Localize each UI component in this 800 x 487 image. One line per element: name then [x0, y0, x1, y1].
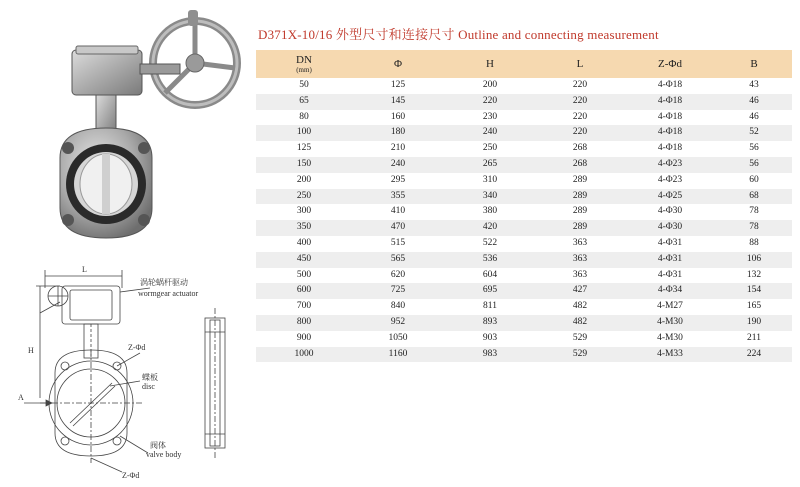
table-cell: 46 — [716, 110, 792, 126]
table-row — [256, 173, 792, 189]
column-header-label: Z-Φd — [658, 58, 682, 70]
table-cell: 363 — [536, 236, 624, 252]
table-cell: 450 — [256, 252, 352, 268]
table-cell: 1160 — [352, 347, 444, 363]
table-cell: 211 — [716, 331, 792, 347]
table-row — [256, 347, 792, 363]
table-cell: 310 — [444, 173, 536, 189]
table-cell: 1000 — [256, 347, 352, 363]
column-header — [536, 50, 624, 78]
table-cell: 106 — [716, 252, 792, 268]
table-cell: 200 — [444, 78, 536, 94]
table-cell: 4-Φ31 — [624, 268, 716, 284]
table-cell: 265 — [444, 157, 536, 173]
table-cell: 289 — [536, 220, 624, 236]
table-row — [256, 283, 792, 299]
table-cell: 145 — [352, 94, 444, 110]
column-header-label: Φ — [393, 58, 403, 70]
table-cell: 80 — [256, 110, 352, 126]
table-cell: 56 — [716, 141, 792, 157]
table-cell: 295 — [352, 173, 444, 189]
table-cell: 427 — [536, 283, 624, 299]
svg-text:Z-Φd: Z-Φd — [128, 343, 146, 352]
table-cell: 350 — [256, 220, 352, 236]
column-header-unit: (mm) — [296, 66, 312, 74]
table-cell: 289 — [536, 204, 624, 220]
table-cell: 565 — [352, 252, 444, 268]
table-row — [256, 236, 792, 252]
table-row — [256, 94, 792, 110]
table-cell: 150 — [256, 157, 352, 173]
column-header-label: B — [750, 58, 758, 70]
table-cell: 725 — [352, 283, 444, 299]
table-cell: 220 — [444, 94, 536, 110]
table-cell: 210 — [352, 141, 444, 157]
table-cell: 4-Φ18 — [624, 110, 716, 126]
handwheel-icon — [153, 10, 237, 105]
table-cell: 268 — [536, 157, 624, 173]
table-cell: 1050 — [352, 331, 444, 347]
table-cell: 529 — [536, 331, 624, 347]
table-cell: 224 — [716, 347, 792, 363]
drawing-body — [40, 350, 142, 463]
table-cell: 363 — [536, 268, 624, 284]
table-cell: 78 — [716, 220, 792, 236]
table-cell: 4-Φ18 — [624, 141, 716, 157]
column-header-label: H — [486, 58, 494, 70]
table-cell: 125 — [256, 141, 352, 157]
table-cell: 363 — [536, 252, 624, 268]
table-cell: 250 — [444, 141, 536, 157]
table-row — [256, 268, 792, 284]
svg-text:Z-Φd: Z-Φd — [122, 471, 140, 480]
table-cell: 952 — [352, 315, 444, 331]
svg-text:阀体: 阀体 — [150, 441, 166, 450]
table-cell: 4-M30 — [624, 315, 716, 331]
svg-text:H: H — [28, 346, 34, 355]
table-row — [256, 299, 792, 315]
table-cell: 470 — [352, 220, 444, 236]
table-cell: 515 — [352, 236, 444, 252]
svg-text:L: L — [82, 265, 87, 274]
table-cell: 4-Φ18 — [624, 78, 716, 94]
table-cell: 65 — [256, 94, 352, 110]
table-cell: 695 — [444, 283, 536, 299]
table-cell: 300 — [256, 204, 352, 220]
column-header — [444, 50, 536, 78]
table-cell: 4-Φ18 — [624, 125, 716, 141]
valve-body-icon — [60, 128, 152, 238]
table-cell: 60 — [716, 173, 792, 189]
table-cell: 132 — [716, 268, 792, 284]
table-cell: 180 — [352, 125, 444, 141]
table-cell: 268 — [536, 141, 624, 157]
table-row — [256, 141, 792, 157]
dimension-l — [45, 265, 122, 288]
table-cell: 4-M33 — [624, 347, 716, 363]
table-cell: 46 — [716, 94, 792, 110]
table-cell: 52 — [716, 125, 792, 141]
table-row — [256, 204, 792, 220]
table-cell: 50 — [256, 78, 352, 94]
column-header — [716, 50, 792, 78]
dimension-table — [256, 50, 792, 362]
document-title: D371X-10/16 外型尺寸和连接尺寸 Outline and connecting measurement — [258, 27, 659, 42]
table-cell: 522 — [444, 236, 536, 252]
table-cell: 482 — [536, 315, 624, 331]
table-cell: 88 — [716, 236, 792, 252]
table-cell: 380 — [444, 204, 536, 220]
table-body — [256, 78, 792, 362]
table-cell: 56 — [716, 157, 792, 173]
table-cell: 165 — [716, 299, 792, 315]
table-cell: 240 — [444, 125, 536, 141]
table-row — [256, 157, 792, 173]
svg-text:蝶板: 蝶板 — [142, 373, 158, 382]
table-cell: 529 — [536, 347, 624, 363]
valve-photo — [40, 8, 245, 248]
table-cell: 4-Φ23 — [624, 173, 716, 189]
table-row — [256, 110, 792, 126]
table-cell: 4-M27 — [624, 299, 716, 315]
table-cell: 4-Φ18 — [624, 94, 716, 110]
table-cell: 811 — [444, 299, 536, 315]
column-header — [624, 50, 716, 78]
table-cell: 160 — [352, 110, 444, 126]
drawing-side-view — [205, 308, 225, 458]
table-cell: 536 — [444, 252, 536, 268]
table-row — [256, 78, 792, 94]
svg-text:disc: disc — [142, 382, 155, 391]
table-row — [256, 315, 792, 331]
table-cell: 200 — [256, 173, 352, 189]
table-cell: 154 — [716, 283, 792, 299]
table-cell: 900 — [256, 331, 352, 347]
svg-text:valve body: valve body — [146, 450, 182, 459]
table-cell: 100 — [256, 125, 352, 141]
table-cell: 600 — [256, 283, 352, 299]
table-cell: 78 — [716, 204, 792, 220]
table-cell: 400 — [256, 236, 352, 252]
table-cell: 220 — [536, 110, 624, 126]
table-cell: 983 — [444, 347, 536, 363]
table-cell: 4-Φ31 — [624, 236, 716, 252]
table-cell: 340 — [444, 189, 536, 205]
table-cell: 68 — [716, 189, 792, 205]
table-cell: 420 — [444, 220, 536, 236]
table-cell: 4-Φ34 — [624, 283, 716, 299]
table-cell: 289 — [536, 173, 624, 189]
table-cell: 43 — [716, 78, 792, 94]
table-cell: 700 — [256, 299, 352, 315]
table-row — [256, 331, 792, 347]
table-cell: 220 — [536, 125, 624, 141]
table-cell: 220 — [536, 94, 624, 110]
table-cell: 4-M30 — [624, 331, 716, 347]
table-cell: 840 — [352, 299, 444, 315]
table-cell: 230 — [444, 110, 536, 126]
table-cell: 800 — [256, 315, 352, 331]
table-cell: 190 — [716, 315, 792, 331]
table-cell: 410 — [352, 204, 444, 220]
table-cell: 240 — [352, 157, 444, 173]
table-cell: 4-Φ23 — [624, 157, 716, 173]
table-cell: 4-Φ30 — [624, 220, 716, 236]
table-row — [256, 220, 792, 236]
svg-text:A: A — [18, 393, 24, 402]
table-cell: 903 — [444, 331, 536, 347]
column-header-label: L — [576, 58, 584, 70]
table-cell: 220 — [536, 78, 624, 94]
table-row — [256, 189, 792, 205]
outline-drawing — [10, 258, 255, 483]
table-cell: 355 — [352, 189, 444, 205]
table-cell: 604 — [444, 268, 536, 284]
table-cell: 4-Φ30 — [624, 204, 716, 220]
column-header — [352, 50, 444, 78]
table-row — [256, 252, 792, 268]
table-cell: 482 — [536, 299, 624, 315]
table-cell: 125 — [352, 78, 444, 94]
svg-text:wormgear actuator: wormgear actuator — [138, 289, 199, 298]
table-cell: 289 — [536, 189, 624, 205]
table-cell: 4-Φ25 — [624, 189, 716, 205]
column-header — [256, 50, 352, 78]
table-cell: 250 — [256, 189, 352, 205]
table-cell: 500 — [256, 268, 352, 284]
column-header-label: DN — [296, 54, 312, 66]
table-header — [256, 50, 792, 78]
table-cell: 620 — [352, 268, 444, 284]
svg-text:涡轮蜗杆驱动: 涡轮蜗杆驱动 — [140, 278, 188, 287]
table-row — [256, 125, 792, 141]
table-cell: 893 — [444, 315, 536, 331]
table-cell: 4-Φ31 — [624, 252, 716, 268]
